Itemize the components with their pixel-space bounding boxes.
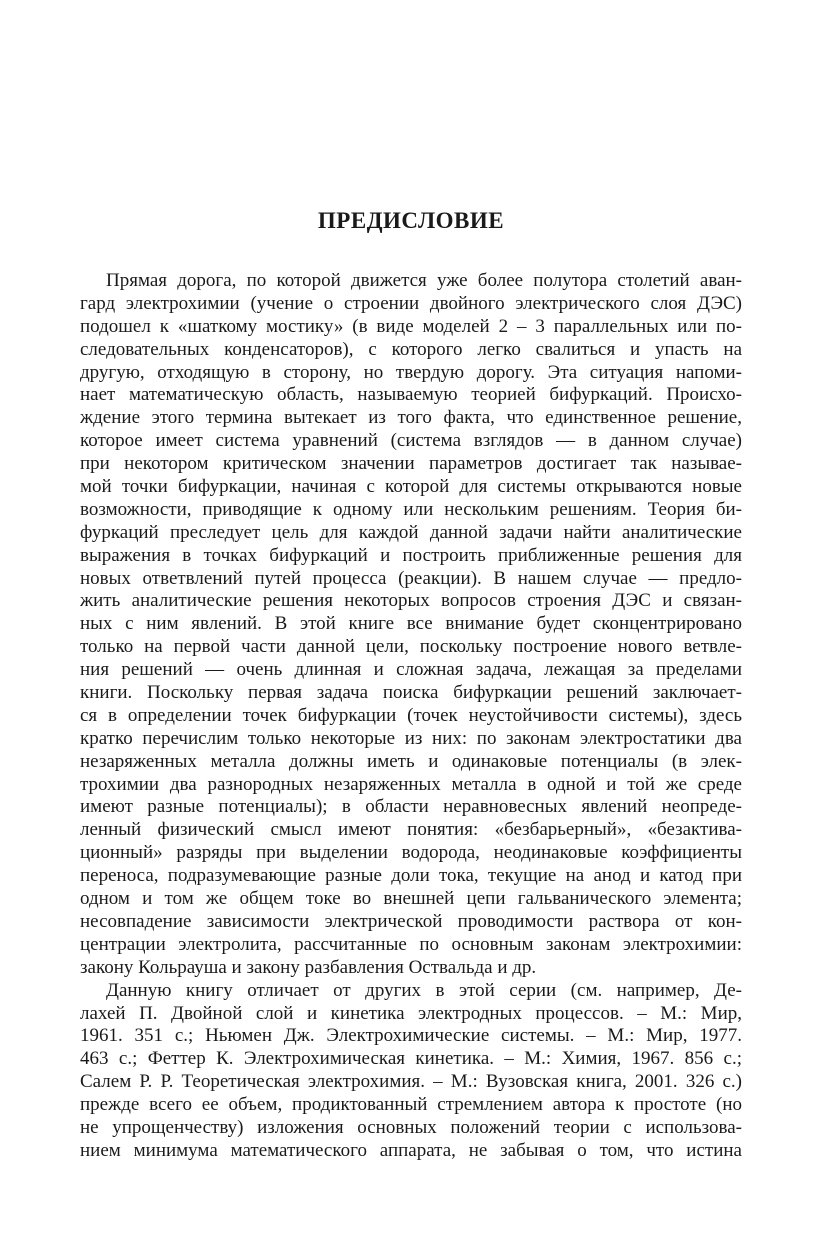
page-title: ПРЕДИСЛОВИЕ xyxy=(317,208,505,233)
text-line: ных с ним явлений. В этой книге все внимание будет сконцентрировано xyxy=(80,613,742,635)
text-line: имеют разные потенциалы); в области неравновесных явлений неопреде- xyxy=(80,796,742,818)
text-line: незаряженных металла должны иметь и одинаковые потенциалы (в элек- xyxy=(80,750,742,772)
text-line: ния решений — очень длинная и сложная задача, лежащая за пределами xyxy=(80,659,742,681)
paragraph-1 xyxy=(80,270,742,980)
text-line: лахей П. Двойной слой и кинетика электродных процессов. – М.: Мир, xyxy=(80,1002,742,1024)
text-line: ся в определении точек бифуркации (точек неустойчивости системы), здесь xyxy=(80,704,742,726)
text-line: несовпадение зависимости электрической проводимости раствора от кон- xyxy=(80,910,742,932)
text-line: новых ответвлений путей процесса (реакции). В нашем случае — предло- xyxy=(80,567,742,589)
text-line: Данную книгу отличает от других в этой серии (см. например, Де- xyxy=(106,979,742,1001)
text-line: при некотором критическом значении параметров достигает так называе- xyxy=(80,453,742,475)
text-line: Прямая дорога, по которой движется уже более полутора столетий аван- xyxy=(106,270,742,291)
text-line: возможности, приводящие к одному или нескольким решениям. Теория би- xyxy=(80,498,742,520)
text-line: мой точки бифуркации, начиная с которой для системы открываются новые xyxy=(80,476,742,498)
text-line: ждение этого термина вытекает из того факта, что единственное решение, xyxy=(80,407,742,429)
text-line: подошел к «шаткому мостику» (в виде моделей 2 – 3 параллельных или по- xyxy=(80,315,742,337)
text-line: не упрощенчеству) изложения основных положений теории с использова- xyxy=(80,1116,742,1138)
text-line: ционный» разряды при выделении водорода, неодинаковые коэффициенты xyxy=(80,842,742,864)
text-line: которое имеет система уравнений (система взглядов — в данном случае) xyxy=(80,430,742,452)
text-line: ленный физический смысл имеют понятия: «безбарьерный», «безактива- xyxy=(80,819,742,841)
text-line: следовательных конденсаторов), с которого легко свалиться и упасть на xyxy=(80,338,742,360)
text-line: только на первой части данной цели, поскольку построение нового ветвле- xyxy=(80,636,742,658)
text-line: 1961. 351 с.; Ньюмен Дж. Электрохимические системы. – М.: Мир, 1977. xyxy=(80,1025,742,1047)
text-line: выражения в точках бифуркаций и построить приближенные решения для xyxy=(80,544,742,566)
text-line: другую, отходящую в сторону, но твердую дорогу. Эта ситуация напоми- xyxy=(80,361,742,383)
text-line: книги. Поскольку первая задача поиска бифуркации решений заключает- xyxy=(80,682,742,704)
text-line: 463 с.; Феттер К. Электрохимическая кинетика. – М.: Химия, 1967. 856 с.; xyxy=(80,1048,742,1070)
text-line: нием минимума математического аппарата, не забывая о том, что истина xyxy=(80,1139,742,1161)
text-line: прежде всего ее объем, продиктованный стремлением автора к простоте (но xyxy=(80,1094,742,1116)
text-line: закону Кольрауша и закону разбавления Оствальда и др. xyxy=(80,956,537,978)
text-line: центрации электролита, рассчитанные по основным законам электрохимии: xyxy=(80,933,742,955)
text-line: трохимии два разнородных незаряженных металла в одной и той же среде xyxy=(80,773,742,795)
text-line: нает математическую область, называемую теорией бифуркаций. Происхо- xyxy=(80,384,742,406)
text-line: фуркаций преследует цель для каждой данной задачи найти аналитические xyxy=(80,521,742,543)
text-line: одном и том же общем токе во внешней цепи гальванического элемента; xyxy=(80,888,742,910)
text-line: Салем Р. Р. Теоретическая электрохимия. – М.: Вузовская книга, 2001. 326 с.) xyxy=(80,1071,742,1093)
paragraph-2 xyxy=(80,980,742,1163)
text-line: жить аналитические решения некоторых вопросов строения ДЭС и связан- xyxy=(80,590,742,612)
text-line: кратко перечислим только некоторые из них: по законам электростатики два xyxy=(80,727,742,749)
text-line: гард электрохимии (учение о строении двойного электрического слоя ДЭС) xyxy=(80,292,742,314)
text-line: переноса, подразумевающие разные доли тока, текущие на анод и катод при xyxy=(80,865,742,887)
body-text xyxy=(80,270,742,1163)
document-page xyxy=(80,0,742,1240)
